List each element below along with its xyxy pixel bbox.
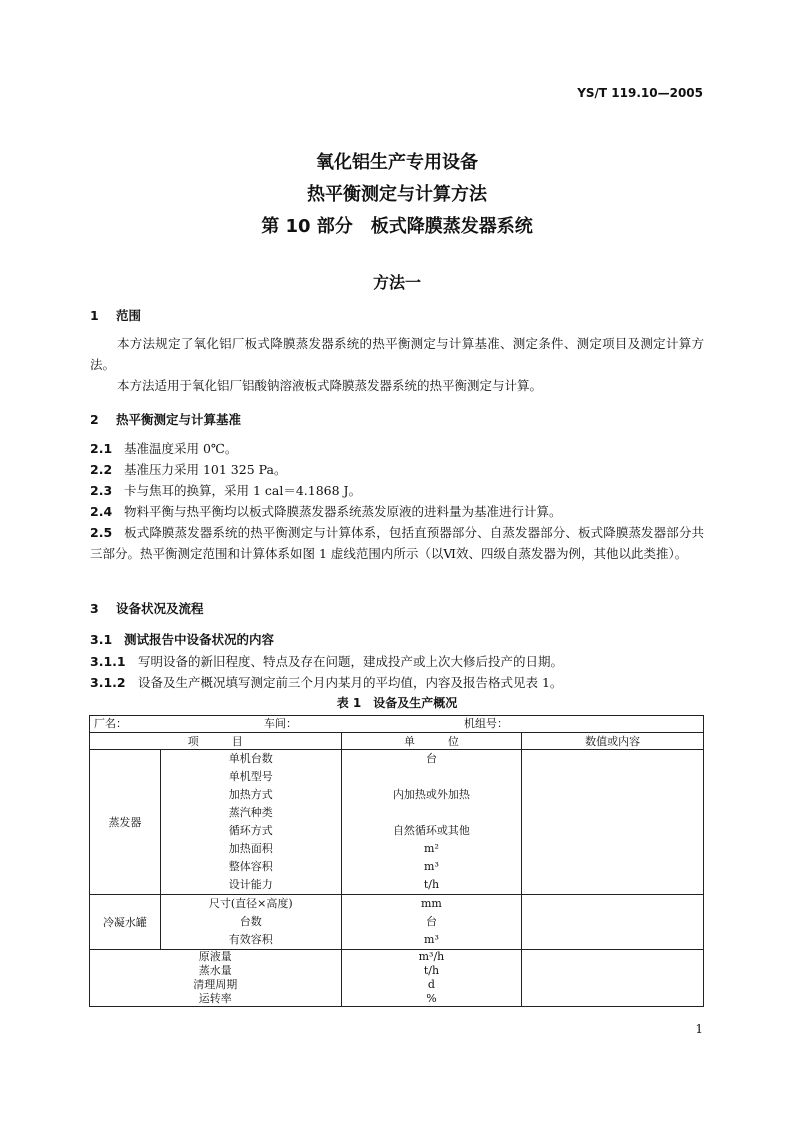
table-caption: 表 1 设备及生产概况	[336, 696, 458, 710]
item: 清理周期	[193, 978, 238, 991]
unit	[346, 804, 518, 822]
subsection-number: 3.1	[90, 632, 113, 647]
item: 有效容积	[228, 933, 273, 946]
section-3-heading	[90, 599, 204, 617]
item: 加热面积	[228, 842, 273, 855]
item-cell	[160, 750, 341, 895]
section-title: 设备状况及流程	[116, 601, 204, 616]
clause-2-3	[90, 480, 704, 501]
value-cell	[522, 950, 704, 1007]
doc-title-line1: 氧化铝生产专用设备	[316, 152, 478, 173]
clause-3-1-1	[90, 651, 704, 672]
item: 单机型号	[228, 770, 273, 783]
unit: mm	[421, 897, 442, 910]
item: 循环方式	[228, 824, 273, 837]
standard-number: YS/T 119.10—2005	[577, 86, 703, 100]
unit: t/h	[423, 964, 440, 977]
group-production	[90, 950, 704, 1007]
clause-text: 写明设备的新旧程度、特点及存在问题，建成投产或上次大修后投产的日期。	[138, 654, 564, 669]
clause-text: 基准压力采用 101 325 Pa。	[124, 462, 287, 477]
header-value: 数值或内容	[522, 733, 704, 750]
section-title: 热平衡测定与计算基准	[116, 412, 242, 427]
clause-text: 设备及生产概况填写测定前三个月内某月的平均值，内容及报告格式见表 1。	[138, 675, 563, 690]
unit: 内加热或外加热	[392, 788, 470, 801]
clause-number: 2.2	[90, 462, 113, 477]
group-label: 冷凝水罐	[90, 895, 161, 950]
value-cell	[522, 895, 704, 950]
section-title: 范围	[116, 308, 142, 323]
item-cell	[90, 950, 342, 1007]
section-number: 3	[90, 601, 99, 616]
equipment-table	[89, 715, 704, 1007]
clause-2-4	[90, 501, 704, 522]
unit: 台	[425, 915, 437, 928]
group-label: 蒸发器	[90, 750, 161, 895]
item: 加热方式	[228, 788, 273, 801]
clause-number: 2.3	[90, 483, 113, 498]
doc-title-line3: 第 10 部分 板式降膜蒸发器系统	[261, 216, 533, 237]
workshop-label: 车间：	[264, 717, 297, 730]
unit: m³/h	[418, 950, 445, 963]
item: 设计能力	[228, 878, 273, 891]
clause-number: 3.1.1	[90, 654, 126, 669]
clause-2-5	[90, 522, 704, 564]
section-2-heading	[90, 410, 241, 428]
unit: m²	[424, 842, 439, 855]
header-unit: 单 位	[341, 733, 522, 750]
subsection-3-1-heading	[90, 630, 274, 648]
item: 单机台数	[228, 752, 273, 765]
doc-title-line2: 热平衡测定与计算方法	[307, 184, 487, 205]
clause-number: 2.1	[90, 441, 113, 456]
clause-text: 物料平衡与热平衡均以板式降膜蒸发器系统蒸发原液的进料量为基准进行计算。	[124, 504, 562, 519]
factory-label: 厂名：	[94, 717, 127, 730]
table-header-row	[90, 733, 704, 750]
unit-number-label: 机组号：	[464, 717, 508, 730]
table-info-row	[90, 716, 704, 733]
item: 台数	[239, 915, 262, 928]
group-condensate-tank	[90, 895, 704, 950]
clause-text: 卡与焦耳的换算，采用 1 cal＝4.1868 J。	[124, 483, 362, 498]
section-1-para-1: 本方法规定了氧化铝厂板式降膜蒸发器系统的热平衡测定与计算基准、测定条件、测定项目及测定计算方法。	[90, 336, 704, 372]
item: 尺寸(直径×高度)	[208, 897, 293, 910]
item: 运转率	[198, 992, 232, 1005]
section-number: 2	[90, 412, 99, 427]
section-number: 1	[90, 308, 99, 323]
item-cell	[160, 895, 341, 950]
unit: t/h	[423, 878, 440, 891]
method-title: 方法一	[372, 273, 421, 292]
value-cell	[522, 750, 704, 895]
clause-2-1	[90, 438, 704, 459]
page-number: 1	[695, 1022, 703, 1036]
item: 蒸汽种类	[228, 806, 273, 819]
unit: 台	[425, 752, 437, 765]
unit: 自然循环或其他	[392, 824, 470, 837]
unit-cell	[341, 950, 522, 1007]
header-item: 项 目	[90, 733, 342, 750]
section-1-para-2: 本方法适用于氧化铝厂铝酸钠溶液板式降膜蒸发器系统的热平衡测定与计算。	[117, 378, 543, 393]
item: 整体容积	[228, 860, 273, 873]
unit: m³	[424, 860, 439, 873]
clause-3-1-2	[90, 672, 704, 693]
unit	[346, 768, 518, 786]
unit: d	[427, 978, 435, 991]
unit-cell	[341, 750, 522, 895]
clause-number: 2.4	[90, 504, 113, 519]
subsection-title: 测试报告中设备状况的内容	[124, 632, 275, 647]
clause-2-2	[90, 459, 704, 480]
clause-text: 基准温度采用 0℃。	[124, 441, 238, 456]
unit: %	[426, 992, 437, 1005]
clause-text: 板式降膜蒸发器系统的热平衡测定与计算体系，包括直预器部分、自蒸发器部分、板式降膜蒸发器部分共三部分。热平衡测定范围和计算体系如图 1 虚线范围内所示（以Ⅵ效、四级自蒸发器为例，其他以此类推）。	[90, 525, 704, 561]
clause-number: 2.5	[90, 525, 113, 540]
unit-cell	[341, 895, 522, 950]
item: 蒸水量	[198, 964, 232, 977]
clause-number: 3.1.2	[90, 675, 126, 690]
section-1-heading	[90, 306, 141, 324]
group-evaporator	[90, 750, 704, 895]
unit: m³	[424, 933, 439, 946]
item: 原液量	[198, 950, 232, 963]
